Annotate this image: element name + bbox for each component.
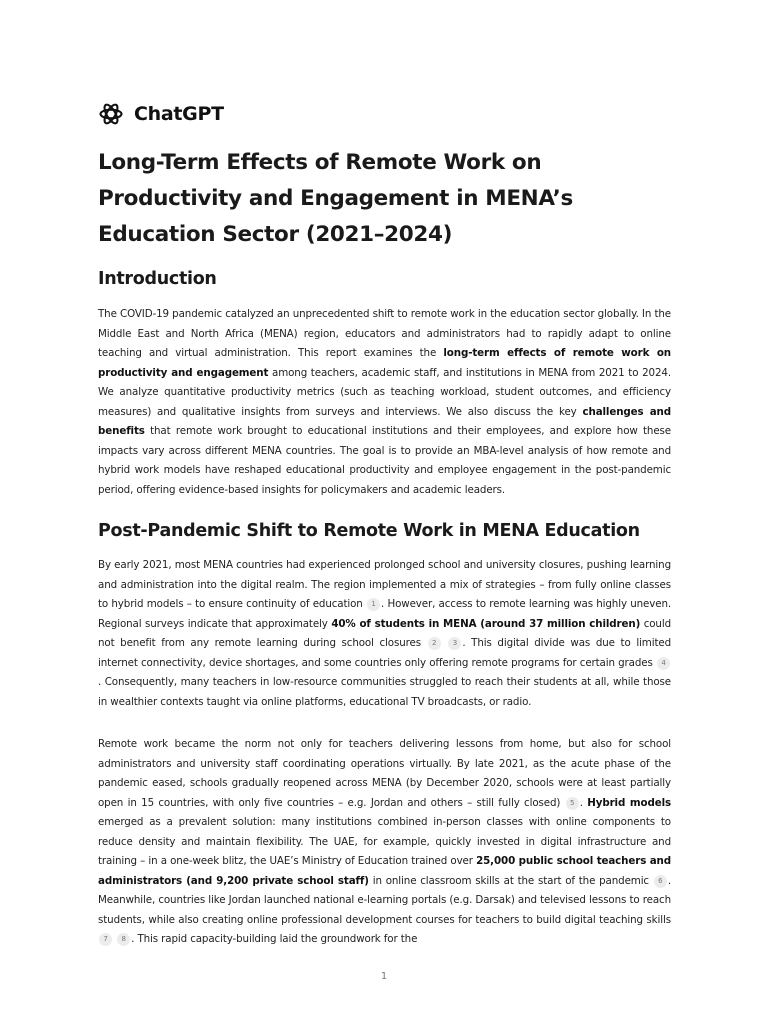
citation-badge[interactable]: 8 xyxy=(117,933,130,946)
text-run: . Consequently, many teachers in low-resource communities struggled to reach their students at all, while those in wealthier contexts taught via online platforms, educational TV broadcasts, or radio. xyxy=(98,676,671,708)
page-number: 1 xyxy=(380,971,388,982)
brand-header xyxy=(98,101,224,127)
shift-paragraph-1 xyxy=(98,556,671,712)
section-heading-post-pandemic-shift: Post-Pandemic Shift to Remote Work in MENA Education xyxy=(98,521,640,541)
bold-text: long-term effects of remote work on productivity and engagement xyxy=(98,347,671,379)
text-run: The COVID-19 pandemic catalyzed an unprecedented shift to remote work in the education sector globally. In the Middle East and North Africa (MENA) region, educators and administrators had to rapidly adapt to online teaching and virtual administration. This report examines the xyxy=(98,308,671,359)
citation-badge[interactable]: 5 xyxy=(566,797,579,810)
text-run: . This digital divide was due to limited internet connectivity, device shortages, and some countries only offering remote programs for certain grades xyxy=(98,637,672,669)
text-run: could not benefit from any remote learning during school closures xyxy=(98,617,671,649)
bold-text: 25,000 public school teachers and administrators (and 9,200 private school staff) xyxy=(98,855,672,887)
text-run: that remote work brought to educational institutions and their employees, and explore how these impacts vary across different MENA countries. The goal is to provide an MBA-level analysis of how remote and hybrid work models have reshaped educational productivity and employee engagement in the post-pandemic period, offering evidence-based insights for policymakers and academic leaders. xyxy=(98,425,671,496)
citation-badge[interactable]: 7 xyxy=(99,933,112,946)
text-run: in online classroom skills at the start of the pandemic xyxy=(368,874,649,887)
section-heading-introduction: Introduction xyxy=(98,269,217,289)
text-run: emerged as a prevalent solution: many institutions combined in-person classes with online components to reduce density and maintain flexibility. The UAE, for example, quickly invested in digital infrastructure and training – in a one-week blitz, the UAE’s Ministry of Education trained over xyxy=(98,816,671,867)
citation-badge[interactable]: 1 xyxy=(367,598,380,611)
text-run: . Meanwhile, countries like Jordan launched national e-learning portals (e.g. Darsak) and televised lessons to reach students, while also creating online professional development courses for teachers to build digital teaching skills xyxy=(98,874,671,926)
citation-badge[interactable]: 3 xyxy=(448,637,461,650)
brand-name: ChatGPT xyxy=(134,103,224,125)
bold-text: 40% of students in MENA (around 37 million children) xyxy=(331,617,641,630)
citation-badge[interactable]: 2 xyxy=(428,637,441,650)
bold-text: challenges and benefits xyxy=(98,405,671,437)
bold-text: Hybrid models xyxy=(587,796,671,809)
intro-paragraph xyxy=(98,305,671,500)
text-run: By early 2021, most MENA countries had experienced prolonged school and university closures, pushing learning and administration into the digital realm. The region implemented a mix of strategies – from fully online classes to hybrid models – to ensure continuity of education xyxy=(98,559,671,610)
text-run: . xyxy=(579,796,588,809)
text-run: . This rapid capacity-building laid the groundwork for the xyxy=(131,933,418,945)
text-run: . However, access to remote learning was highly uneven. Regional surveys indicate that approximately xyxy=(98,598,672,630)
citation-badge[interactable]: 6 xyxy=(654,875,667,888)
chatgpt-logo-icon xyxy=(98,101,124,127)
shift-paragraph-2 xyxy=(98,735,671,950)
citation-badge[interactable]: 4 xyxy=(657,657,670,670)
document-title: Long-Term Effects of Remote Work on Productivity and Engagement in MENA’s Education Sector (2021–2024) xyxy=(98,150,573,247)
text-run: among teachers, academic staff, and institutions in MENA from 2021 to 2024. We analyze quantitative productivity metrics (such as teaching workload, student outcomes, and efficiency measures) and qualitative insights from surveys and interviews. We also discuss the key xyxy=(98,366,671,418)
text-run: Remote work became the norm not only for teachers delivering lessons from home, but also for school administrators and university staff coordinating operations virtually. By late 2021, as the acute phase of the pandemic eased, schools gradually reopened across MENA (by December 2020, schools were at least partially open in 15 countries, with only five countries – e.g. Jordan and others – still fully closed) xyxy=(98,738,671,809)
